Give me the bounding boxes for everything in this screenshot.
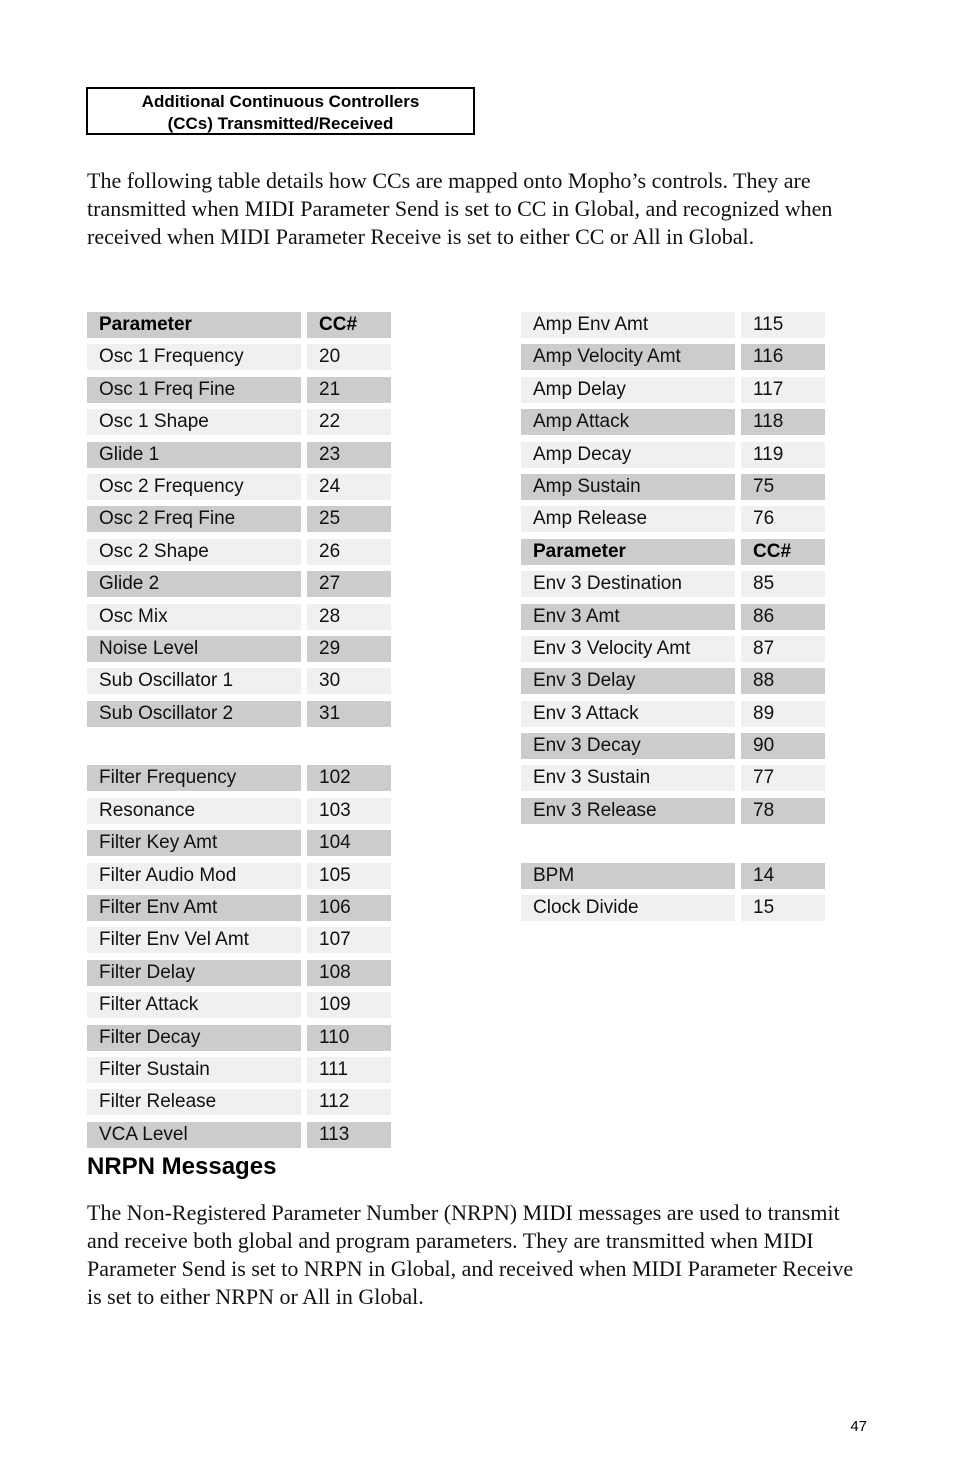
cc-number-cell: 109	[307, 992, 391, 1018]
cc-number-cell: 15	[741, 895, 825, 921]
nrpn-paragraph: The Non-Registered Parameter Number (NRPN) MIDI messages are used to transmit and receive both global and program parameters. They are transmitted when MIDI Parameter Send is set to NRPN in Global, and received when MIDI Parameter Receive is set to either NRPN or All in Global.	[87, 1200, 854, 1309]
cc-number-cell: 85	[741, 571, 825, 597]
cc-number-cell: 14	[741, 863, 825, 889]
parameter-cell: Amp Attack	[521, 409, 735, 435]
cc-number-cell: 107	[307, 927, 391, 953]
spacer-cell	[87, 733, 391, 759]
cc-number-cell: 104	[307, 830, 391, 856]
cc-number-cell: 87	[741, 636, 825, 662]
parameter-cell: Filter Frequency	[87, 765, 301, 791]
cc-number-cell: CC#	[307, 312, 391, 338]
cc-number-cell: 106	[307, 895, 391, 921]
cc-number-cell: 29	[307, 636, 391, 662]
cc-number-cell: 76	[741, 506, 825, 532]
cc-number-cell: 75	[741, 474, 825, 500]
parameter-cell: Parameter	[87, 312, 301, 338]
section-title-line-2: (CCs) Transmitted/Received	[167, 114, 394, 133]
parameter-cell: BPM	[521, 863, 735, 889]
parameter-cell: Env 3 Destination	[521, 571, 735, 597]
parameter-cell: Filter Attack	[87, 992, 301, 1018]
spacer-cell	[521, 830, 825, 856]
cc-number-cell: 78	[741, 798, 825, 824]
parameter-cell: Filter Sustain	[87, 1057, 301, 1083]
parameter-cell: Osc 2 Shape	[87, 539, 301, 565]
parameter-cell: Filter Delay	[87, 960, 301, 986]
cc-number-cell: 28	[307, 604, 391, 630]
cc-number-cell: 88	[741, 668, 825, 694]
cc-number-cell: 31	[307, 701, 391, 727]
parameter-cell: Glide 1	[87, 442, 301, 468]
parameter-cell: Filter Release	[87, 1089, 301, 1115]
parameter-cell: Filter Env Vel Amt	[87, 927, 301, 953]
parameter-cell: VCA Level	[87, 1122, 301, 1148]
parameter-cell: Osc 1 Frequency	[87, 344, 301, 370]
parameter-cell: Sub Oscillator 1	[87, 668, 301, 694]
cc-number-cell: 115	[741, 312, 825, 338]
cc-number-cell: 20	[307, 344, 391, 370]
cc-number-cell: 25	[307, 506, 391, 532]
section-title-line-1: Additional Continuous Controllers	[141, 92, 420, 111]
cc-number-cell: 111	[307, 1057, 391, 1083]
cc-number-cell: 30	[307, 668, 391, 694]
cc-number-cell: 22	[307, 409, 391, 435]
parameter-cell: Glide 2	[87, 571, 301, 597]
cc-number-cell: 103	[307, 798, 391, 824]
cc-number-cell: 27	[307, 571, 391, 597]
cc-number-cell: 105	[307, 863, 391, 889]
cc-number-cell: 23	[307, 442, 391, 468]
parameter-cell: Osc Mix	[87, 604, 301, 630]
parameter-cell: Env 3 Delay	[521, 668, 735, 694]
cc-number-cell: 110	[307, 1025, 391, 1051]
section-title-box	[86, 87, 475, 135]
page-number: 47	[850, 1418, 867, 1435]
parameter-cell: Amp Sustain	[521, 474, 735, 500]
intro-paragraph: The following table details how CCs are mapped onto Mopho’s controls. They are transmitted when MIDI Parameter Send is set to CC in Global, and recognized when received when MIDI Parameter Receive is set to either CC or All in Global.	[87, 168, 833, 249]
parameter-cell: Osc 1 Freq Fine	[87, 377, 301, 403]
parameter-cell: Sub Oscillator 2	[87, 701, 301, 727]
cc-number-cell: 21	[307, 377, 391, 403]
cc-number-cell: 113	[307, 1122, 391, 1148]
parameter-cell: Clock Divide	[521, 895, 735, 921]
nrpn-heading: NRPN Messages	[87, 1153, 277, 1180]
parameter-cell: Env 3 Decay	[521, 733, 735, 759]
parameter-cell: Osc 1 Shape	[87, 409, 301, 435]
parameter-cell: Resonance	[87, 798, 301, 824]
cc-number-cell: 116	[741, 344, 825, 370]
parameter-cell: Filter Env Amt	[87, 895, 301, 921]
parameter-cell: Env 3 Sustain	[521, 765, 735, 791]
cc-number-cell: 89	[741, 701, 825, 727]
cc-number-cell: 24	[307, 474, 391, 500]
parameter-cell: Osc 2 Freq Fine	[87, 506, 301, 532]
parameter-cell: Amp Velocity Amt	[521, 344, 735, 370]
parameter-cell: Env 3 Release	[521, 798, 735, 824]
cc-number-cell: 102	[307, 765, 391, 791]
cc-number-cell: CC#	[741, 539, 825, 565]
cc-number-cell: 117	[741, 377, 825, 403]
parameter-cell: Filter Key Amt	[87, 830, 301, 856]
parameter-cell: Filter Audio Mod	[87, 863, 301, 889]
cc-number-cell: 86	[741, 604, 825, 630]
parameter-cell: Noise Level	[87, 636, 301, 662]
parameter-cell: Env 3 Velocity Amt	[521, 636, 735, 662]
parameter-cell: Osc 2 Frequency	[87, 474, 301, 500]
parameter-cell: Amp Delay	[521, 377, 735, 403]
parameter-cell: Env 3 Attack	[521, 701, 735, 727]
cc-number-cell: 90	[741, 733, 825, 759]
parameter-cell: Amp Decay	[521, 442, 735, 468]
parameter-cell: Amp Env Amt	[521, 312, 735, 338]
cc-number-cell: 108	[307, 960, 391, 986]
cc-number-cell: 26	[307, 539, 391, 565]
cc-number-cell: 112	[307, 1089, 391, 1115]
cc-number-cell: 119	[741, 442, 825, 468]
cc-number-cell: 77	[741, 765, 825, 791]
cc-number-cell: 118	[741, 409, 825, 435]
parameter-cell: Amp Release	[521, 506, 735, 532]
parameter-cell: Env 3 Amt	[521, 604, 735, 630]
parameter-cell: Parameter	[521, 539, 735, 565]
parameter-cell: Filter Decay	[87, 1025, 301, 1051]
